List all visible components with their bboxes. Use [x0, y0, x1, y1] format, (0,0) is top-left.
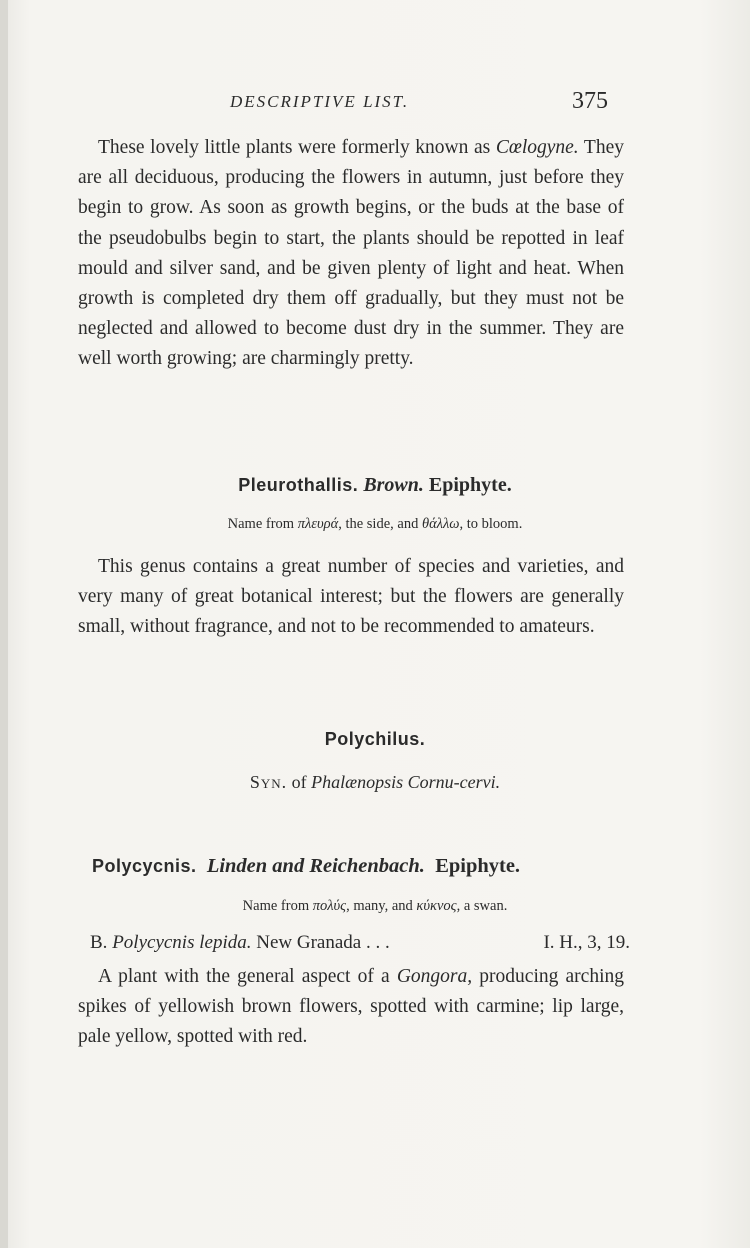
intro-text-a: These lovely little plants were formerly known as [98, 137, 496, 158]
pleurothallis-etym-a: Name from [227, 516, 298, 532]
species-name: Polycycnis lepida. [112, 932, 252, 953]
polycycnis-etym-greek1: πολύς [312, 898, 347, 914]
polycycnis-species-entry [90, 932, 630, 962]
pleurothallis-description [78, 552, 624, 643]
polycycnis-etym-a: Name from [242, 898, 313, 914]
polycycnis-heading [92, 855, 652, 878]
pleurothallis-etym-greek2: θάλλω [421, 516, 460, 532]
polycycnis-etymology [0, 898, 750, 915]
polycycnis-author: Linden and Reichenbach. [206, 855, 425, 877]
page-gutter [0, 0, 8, 1248]
polycycnis-genus: Polycycnis. [92, 856, 197, 876]
pleurothallis-etym-c: , to bloom. [459, 516, 523, 532]
polycycnis-habit: Epiphyte. [435, 855, 521, 877]
polychilus-heading [0, 728, 750, 751]
pleurothallis-genus: Pleurothallis. [238, 475, 359, 495]
pleurothallis-heading [0, 474, 750, 497]
pleurothallis-etym-greek1: πλευρά [297, 516, 339, 532]
polycycnis-etym-greek2: κύκνος [416, 898, 457, 914]
pleurothallis-author: Brown. [363, 474, 424, 496]
species-locality: New Granada . . . [251, 932, 390, 953]
polycycnis-etym-c: , a swan. [456, 898, 508, 914]
page-header [0, 88, 750, 128]
pleurothallis-etym-b: , the side, and [338, 516, 422, 532]
running-head: DESCRIPTIVE LIST. [230, 92, 410, 111]
species-reference: I. H., 3, 19. [543, 932, 630, 953]
pleurothallis-description-text: This genus contains a great number of species and varieties, and very many of great botanical interest; but the flowers are generally small, without fragrance, and not to be recommended to amateurs. [78, 556, 624, 638]
polycycnis-desc-em: Gongora, [396, 966, 473, 987]
species-prefix: B. [90, 932, 113, 953]
syn-target: Phalænopsis Cornu-cervi. [311, 772, 501, 792]
pleurothallis-etymology [0, 516, 750, 533]
polycycnis-etym-b: , many, and [346, 898, 417, 914]
syn-of: of [287, 772, 312, 792]
polycycnis-desc-b: producing arching spikes of yellowish brown flowers, spotted with carmine; lip large, pale yellow, spotted with red. [78, 966, 624, 1048]
polycycnis-desc-a: A plant with the general aspect of a [98, 966, 397, 987]
polychilus-synonym [0, 772, 750, 793]
intro-paragraph [78, 133, 624, 375]
pleurothallis-habit: Epiphyte. [428, 474, 512, 496]
intro-text-b: They are all deciduous, producing the flowers in autumn, just before they begin to grow. As soon as growth begins, or the buds at the base of the pseudobulbs begin to start, the plants should be repotted in leaf mould and silver sand, and be given plenty of light and heat. When growth is completed dry them off gradually, but they must not be neglected and allowed to become dust dry in the summer. They are well worth growing; are charmingly pretty. [78, 137, 624, 370]
page-number: 375 [572, 88, 608, 114]
intro-text-em: Cœlogyne. [495, 137, 579, 158]
polychilus-genus: Polychilus. [324, 729, 426, 749]
syn-label: Syn. [249, 772, 288, 792]
polycycnis-description [78, 962, 624, 1053]
